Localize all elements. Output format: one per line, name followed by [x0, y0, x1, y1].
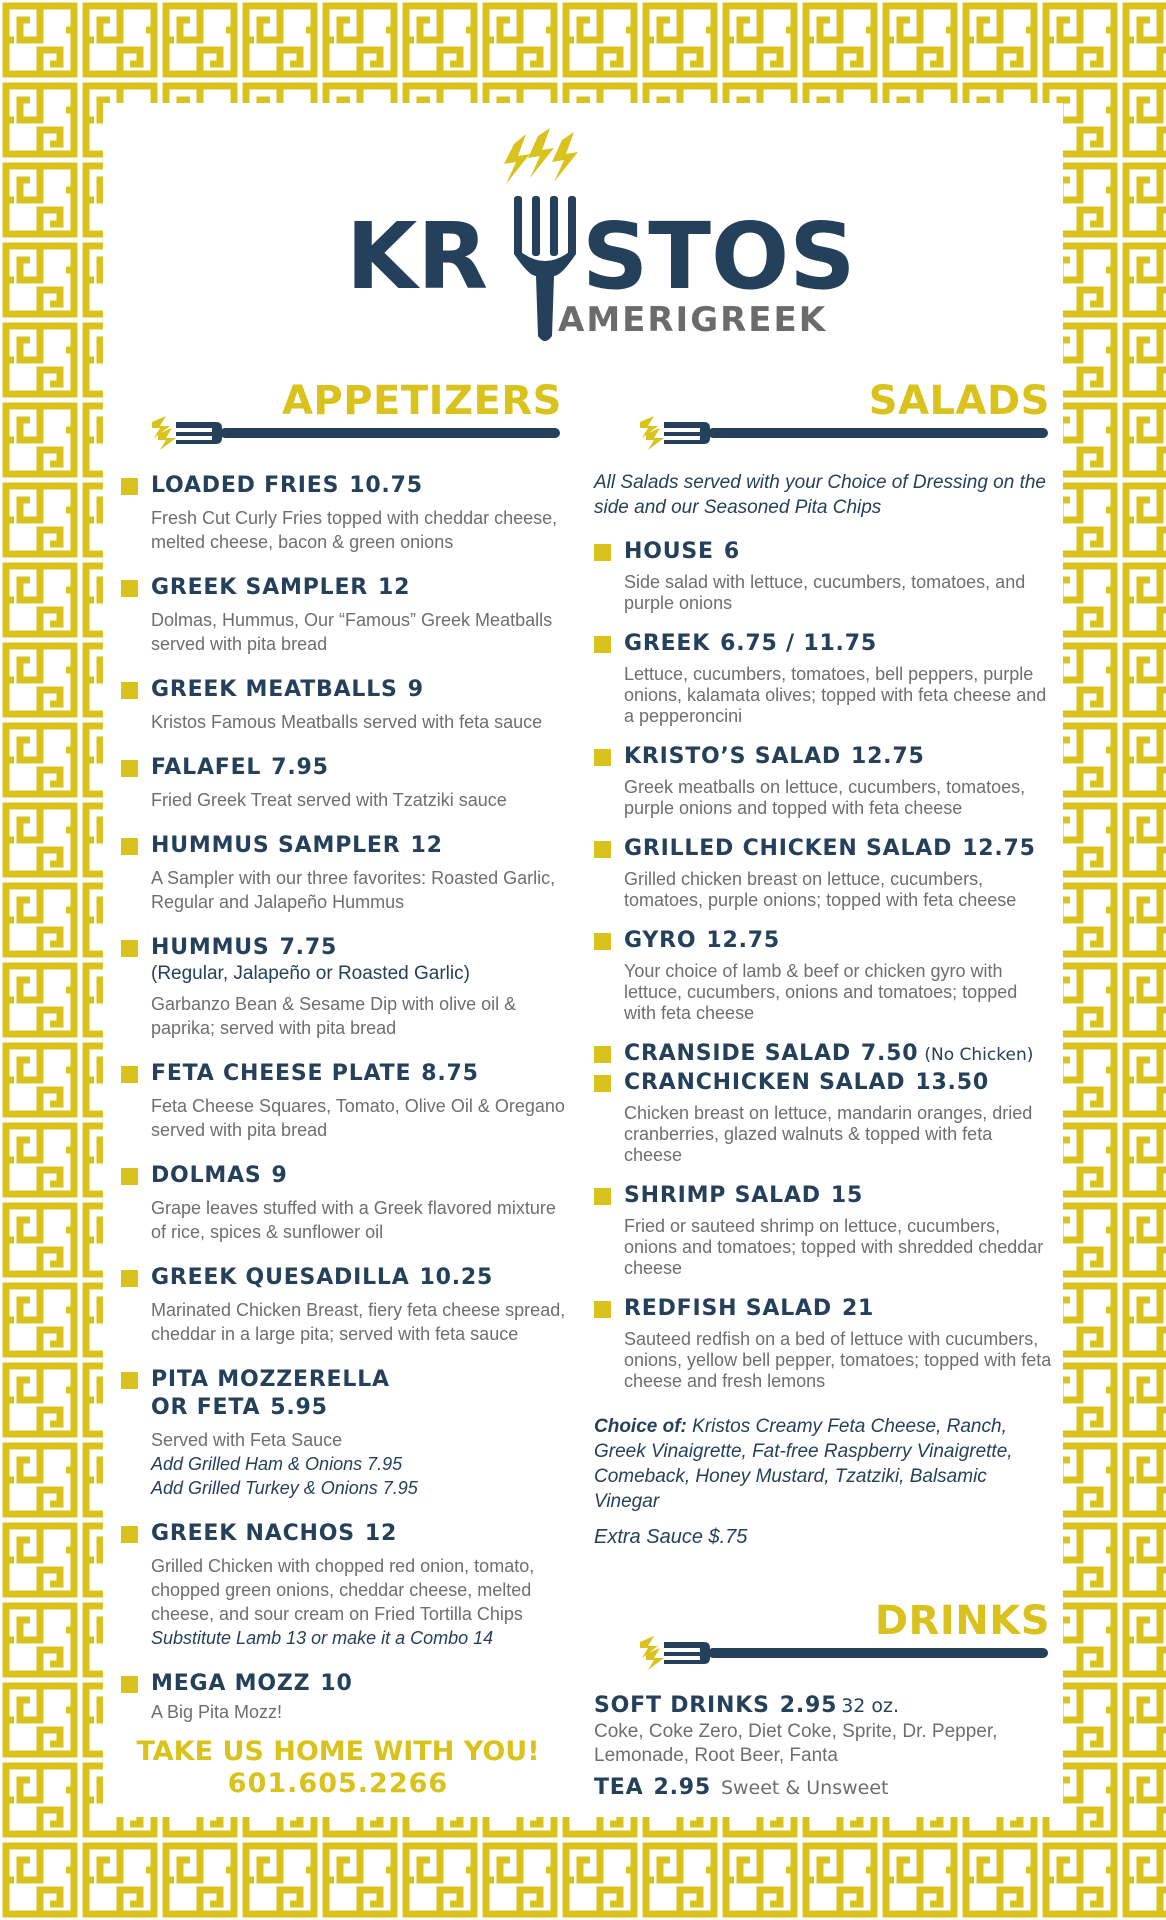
logo-text-left: KR [346, 203, 489, 310]
item-desc: Kristos Famous Meatballs served with feta sauce [151, 712, 543, 732]
item-price: 12 [364, 1521, 398, 1546]
list-item [121, 676, 571, 734]
list-item [121, 1670, 571, 1724]
square-bullet-icon [121, 1066, 138, 1083]
item-name: GREEK [624, 631, 711, 656]
square-bullet-icon [121, 580, 138, 597]
item-desc: Marinated Chicken Breast, fiery feta cheese spread, cheddar in a large pita; served with feta sauce [151, 1300, 566, 1344]
item-price: 7.50 [860, 1041, 919, 1066]
item-price: 12.75 [962, 836, 1036, 861]
item-desc: Side salad with lettuce, cucumbers, tomatoes, and purple onions [624, 572, 1026, 613]
item-desc: A Sampler with our three favorites: Roasted Garlic, Regular and Jalapeño Hummus [151, 868, 556, 912]
list-item [594, 1069, 1054, 1166]
item-note: (No Chicken) [924, 1045, 1034, 1065]
logo [346, 126, 886, 346]
list-item [594, 538, 1054, 614]
dressing-choices [594, 1414, 1054, 1514]
square-bullet-icon [121, 1168, 138, 1185]
list-item [121, 1520, 571, 1650]
item-price: 12 [410, 833, 443, 858]
item-desc: Fried or sauteed shrimp on lettuce, cucumbers, onions and tomatoes; topped with shredded cheddar cheese [624, 1216, 1044, 1278]
item-name-2: OR FETA [151, 1395, 261, 1420]
item-price: 2.95 [653, 1775, 711, 1800]
item-price: 5.95 [270, 1395, 328, 1420]
takeout-line: TAKE US HOME WITH YOU! [136, 1736, 540, 1767]
list-item [121, 574, 571, 656]
list-item [594, 1040, 1054, 1069]
item-price: 21 [841, 1296, 875, 1321]
item-price: 10 [320, 1671, 353, 1696]
item-price: 9 [407, 677, 424, 702]
square-bullet-icon [121, 478, 138, 495]
list-item [594, 1295, 1054, 1392]
extra-sauce: Extra Sauce $.75 [594, 1526, 748, 1548]
item-name: GREEK NACHOS [151, 1521, 355, 1546]
item-name: DOLMAS [151, 1163, 262, 1188]
drinks-list [594, 1692, 1054, 1802]
item-desc: Grilled chicken breast on lettuce, cucumbers, tomatoes, purple onions; topped with feta cheese [624, 869, 1017, 910]
item-desc: Grape leaves stuffed with a Greek flavored mixture of rice, spices & sunflower oil [151, 1198, 556, 1242]
item-price: 13.50 [915, 1070, 989, 1095]
item-price: 10.25 [419, 1265, 494, 1290]
item-extra: Add Grilled Turkey & Onions 7.95 [151, 1478, 418, 1498]
item-desc: Feta Cheese Squares, Tomato, Olive Oil & Oregano served with pita bread [151, 1096, 565, 1140]
square-bullet-icon [121, 682, 138, 699]
item-price: 7.75 [279, 935, 338, 960]
item-name: FETA CHEESE PLATE [151, 1061, 412, 1086]
takeout-phone: 601.605.2266 [227, 1768, 449, 1799]
list-item [594, 1182, 1054, 1279]
logo-tagline: AMERIGREEK [558, 300, 828, 340]
choice-text: Kristos Creamy Feta Cheese, Ranch, Greek Vinaigrette, Fat-free Raspberry Vinaigrette, Comeback, Honey Mustard, Tzatziki, Balsamic Vinegar [594, 1416, 1013, 1512]
square-bullet-icon [594, 544, 611, 561]
item-name: LOADED FRIES [151, 473, 340, 498]
item-price: 6 [723, 539, 740, 564]
square-bullet-icon [121, 1372, 138, 1389]
list-item [594, 1692, 1054, 1768]
item-name: HOUSE [624, 539, 714, 564]
item-name: REDFISH SALAD [624, 1296, 832, 1321]
item-desc: Dolmas, Hummus, Our “Famous” Greek Meatballs served with pita bread [151, 610, 553, 654]
item-price: 9 [271, 1163, 288, 1188]
item-desc: Sauteed redfish on a bed of lettuce with cucumbers, onions, yellow bell pepper, tomatoes; topped with feta cheese and fresh lemons [624, 1329, 1052, 1391]
item-desc: Fresh Cut Curly Fries topped with cheddar cheese, melted cheese, bacon & green onions [151, 508, 558, 552]
square-bullet-icon [594, 1301, 611, 1318]
square-bullet-icon [121, 838, 138, 855]
drinks-header [640, 1598, 1050, 1668]
list-item [594, 927, 1054, 1024]
list-item [594, 1774, 1054, 1802]
square-bullet-icon [594, 636, 611, 653]
item-desc: Chicken breast on lettuce, mandarin oranges, dried cranberries, glazed walnuts & topped with feta cheese [624, 1103, 1033, 1165]
item-name: GYRO [624, 928, 697, 953]
item-price: 7.95 [271, 755, 329, 780]
item-name: FALAFEL [151, 755, 262, 780]
item-price: 15 [830, 1183, 864, 1208]
item-name: GRILLED CHICKEN SALAD [624, 836, 953, 861]
square-bullet-icon [594, 1046, 611, 1063]
list-item [121, 754, 571, 812]
logo-text-right: STOS [582, 203, 856, 310]
square-bullet-icon [594, 1075, 611, 1092]
list-item [121, 832, 571, 914]
item-desc: Coke, Coke Zero, Diet Coke, Sprite, Dr. Pepper, Lemonade, Root Beer, Fanta [594, 1721, 998, 1766]
item-price: 8.75 [421, 1061, 479, 1086]
item-desc: Garbanzo Bean & Sesame Dip with olive oil & paprika; served with pita bread [151, 994, 517, 1038]
appetizers-title: APPETIZERS [281, 378, 562, 424]
item-name: HUMMUS SAMPLER [151, 833, 401, 858]
salads-intro: All Salads served with your Choice of Dressing on the side and our Seasoned Pita Chips [594, 472, 1047, 518]
salads-header [640, 378, 1050, 448]
item-name: CRANCHICKEN SALAD [624, 1070, 906, 1095]
square-bullet-icon [121, 1676, 138, 1693]
item-name: HUMMUS [151, 935, 270, 960]
appetizers-list [121, 472, 571, 1724]
list-item [121, 472, 571, 554]
item-name: TEA [594, 1775, 644, 1800]
item-desc: Grilled Chicken with chopped red onion, tomato, chopped green onions, cheddar cheese, melted cheese, and sour cream on Fried Tortilla Chips [151, 1556, 535, 1624]
item-desc: Greek meatballs on lettuce, cucumbers, tomatoes, purple onions and topped with feta cheese [624, 777, 1026, 818]
item-price: 2.95 [779, 1693, 838, 1718]
item-name: PITA MOZZERELLA [151, 1367, 390, 1392]
item-subtitle: (Regular, Jalapeño or Roasted Garlic) [151, 963, 470, 984]
item-name: SOFT DRINKS [594, 1693, 770, 1718]
square-bullet-icon [594, 933, 611, 950]
takeout-promo [103, 1736, 573, 1800]
item-name: GREEK SAMPLER [151, 575, 369, 600]
square-bullet-icon [121, 1526, 138, 1543]
item-desc: Lettuce, cucumbers, tomatoes, bell peppers, purple onions, kalamata olives; topped with feta cheese and a pepperoncini [624, 664, 1047, 726]
choice-label: Choice of: [594, 1416, 687, 1437]
item-name: SHRIMP SALAD [624, 1183, 821, 1208]
item-desc: Fried Greek Treat served with Tzatziki sauce [151, 790, 507, 810]
square-bullet-icon [121, 760, 138, 777]
item-price: 10.75 [349, 473, 423, 498]
item-size: 32 oz. [841, 1695, 900, 1717]
item-desc: Sweet & Unsweet [720, 1777, 889, 1799]
item-extra: Add Grilled Ham & Onions 7.95 [151, 1454, 403, 1474]
item-desc: A Big Pita Mozz! [151, 1702, 283, 1722]
salads-list [594, 470, 1054, 1549]
list-item [121, 934, 571, 1040]
square-bullet-icon [594, 749, 611, 766]
square-bullet-icon [594, 841, 611, 858]
drinks-title: DRINKS [874, 1598, 1050, 1644]
list-item [594, 835, 1054, 911]
list-item [121, 1264, 571, 1346]
item-name: GREEK MEATBALLS [151, 677, 398, 702]
list-item [121, 1060, 571, 1142]
list-item [594, 630, 1054, 727]
list-item [121, 1366, 571, 1500]
item-price: 12 [378, 575, 411, 600]
item-price: 12.75 [706, 928, 780, 953]
item-name: KRISTO’S SALAD [624, 744, 841, 769]
fork-lightning-icon [346, 126, 886, 346]
list-item [121, 1162, 571, 1244]
item-desc: Served with Feta Sauce [151, 1430, 343, 1450]
item-name: GREEK QUESADILLA [151, 1265, 410, 1290]
square-bullet-icon [594, 1188, 611, 1205]
square-bullet-icon [121, 940, 138, 957]
appetizers-header [152, 378, 562, 448]
salads-title: SALADS [868, 378, 1050, 424]
item-price: 12.75 [850, 744, 925, 769]
item-name: CRANSIDE SALAD [624, 1041, 851, 1066]
item-extra: Substitute Lamb 13 or make it a Combo 14 [151, 1628, 494, 1648]
list-item [594, 743, 1054, 819]
item-name: MEGA MOZZ [151, 1671, 311, 1696]
item-price: 6.75 / 11.75 [720, 631, 877, 656]
item-desc: Your choice of lamb & beef or chicken gyro with lettuce, cucumbers, onions and tomatoes; topped with feta cheese [624, 961, 1018, 1023]
square-bullet-icon [121, 1270, 138, 1287]
